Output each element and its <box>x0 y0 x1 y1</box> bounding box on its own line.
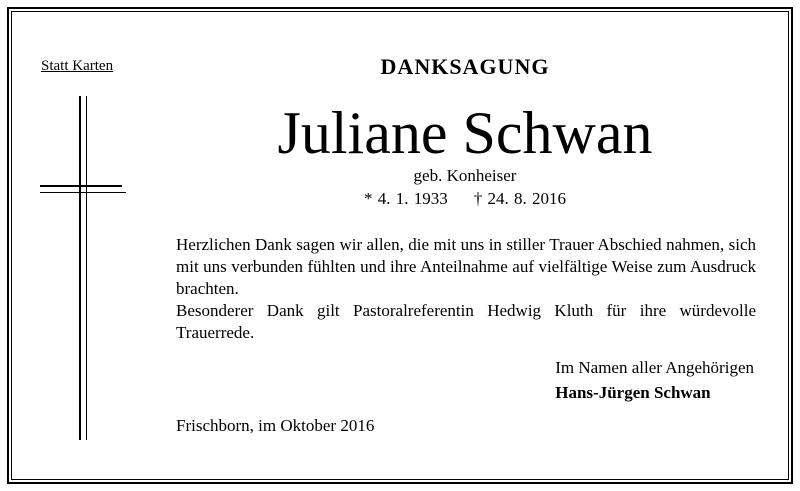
place-and-date: Frischborn, im Oktober 2016 <box>176 416 375 435</box>
cross-vertical-bar <box>79 96 81 440</box>
thanks-paragraph-2: Besonderer Dank gilt Pastoralreferentin Hedwig Kluth für ihre würdevolle Trauerrede. <box>176 301 756 342</box>
deceased-name: Juliane Schwan <box>277 100 653 166</box>
signature-block <box>555 355 754 405</box>
life-dates <box>180 190 750 207</box>
cross-horizontal-bar <box>40 185 122 187</box>
statt-karten-label: Statt Karten <box>41 58 114 74</box>
signer-name: Hans-Jürgen Schwan <box>555 383 711 402</box>
death-date: † 24. 8. 2016 <box>473 189 566 208</box>
birth-date: * 4. 1. 1933 <box>364 189 448 208</box>
thanks-paragraph-1: Herzlichen Dank sagen wir allen, die mit uns in stiller Trauer Abschied nahmen, sich mit uns verbunden fühlten und ihre Anteilnahme auf vielfältige Weise zum Ausdruck brachten. <box>176 235 756 298</box>
cross-vertical-bar-thin <box>86 96 87 440</box>
on-behalf-line: Im Namen aller Angehörigen <box>555 358 754 377</box>
notice-heading: DANKSAGUNG <box>380 54 550 79</box>
maiden-name: geb. Konheiser <box>413 166 517 185</box>
thanks-text <box>176 234 756 344</box>
cross-horizontal-bar-thin <box>40 192 126 193</box>
